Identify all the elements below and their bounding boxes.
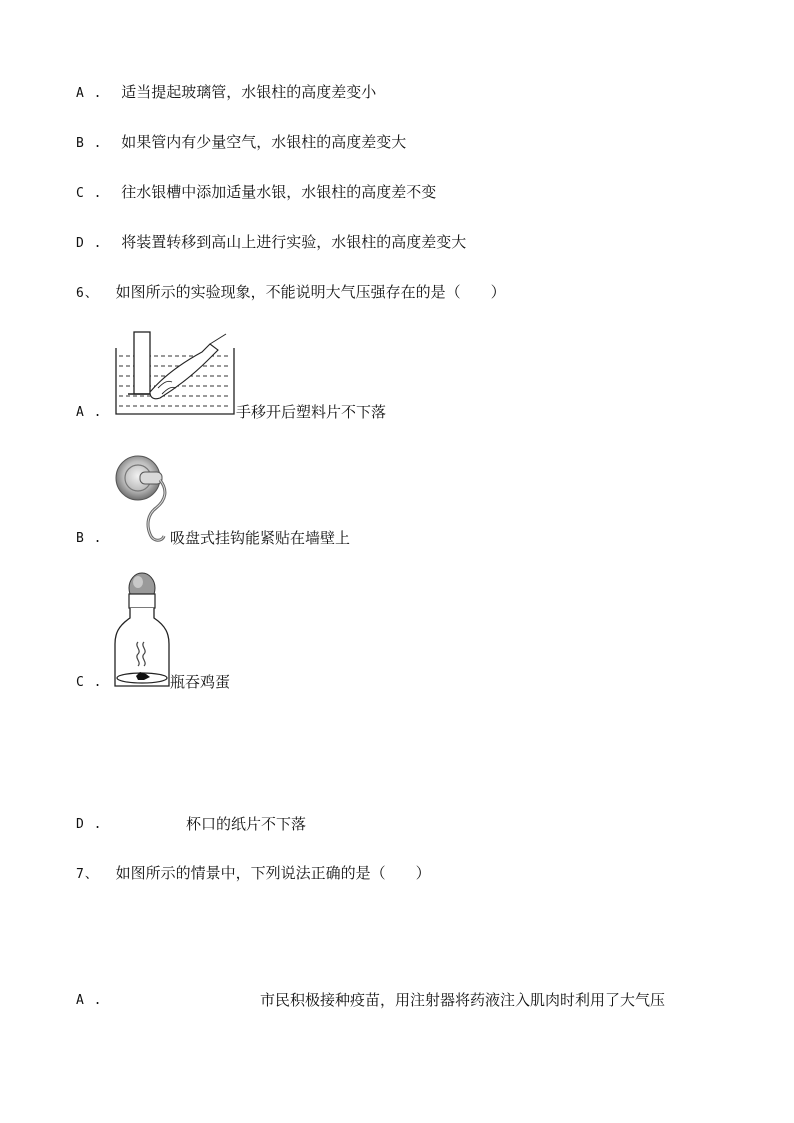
option-label: B . (76, 531, 103, 546)
q5-option-c (76, 182, 436, 204)
q7-stem (76, 863, 431, 885)
option-text: 将装置转移到高山上进行实验，水银柱的高度差变大 (121, 233, 467, 251)
q5-option-a (76, 82, 376, 104)
option-label: C . (76, 186, 103, 201)
option-label: A . (76, 405, 103, 420)
option-label: A . (76, 993, 103, 1008)
option-text: 适当提起玻璃管，水银柱的高度差变小 (121, 83, 377, 101)
option-text: 手移开后塑料片不下落 (236, 403, 387, 421)
question-text: 如图所示的情景中，下列说法正确的是（ ） (115, 864, 431, 882)
option-text: 杯口的纸片不下落 (186, 815, 307, 833)
option-text: 吸盘式挂钩能紧贴在墙壁上 (170, 529, 351, 547)
option-label: B . (76, 136, 103, 151)
option-text: 市民积极接种疫苗，用注射器将药液注入肌肉时利用了大气压 (260, 991, 666, 1009)
question-number: 6、 (76, 286, 99, 301)
option-label: A . (76, 86, 103, 101)
q6-stem (76, 282, 506, 304)
question-number: 7、 (76, 867, 99, 882)
option-label: D . (76, 236, 103, 251)
q5-option-d (76, 232, 466, 254)
option-label: C . (76, 675, 103, 690)
option-text: 如果管内有少量空气，水银柱的高度差变大 (121, 133, 407, 151)
bottle-egg-figure (112, 568, 172, 692)
option-text: 瓶吞鸡蛋 (170, 673, 231, 691)
question-text: 如图所示的实验现象，不能说明大气压强存在的是（ ） (115, 283, 506, 301)
option-text: 往水银槽中添加适量水银，水银柱的高度差不变 (121, 183, 437, 201)
beaker-tube-figure (110, 330, 238, 420)
q5-option-b (76, 132, 406, 154)
suction-hook-figure (112, 450, 172, 548)
option-label: D . (76, 817, 103, 832)
